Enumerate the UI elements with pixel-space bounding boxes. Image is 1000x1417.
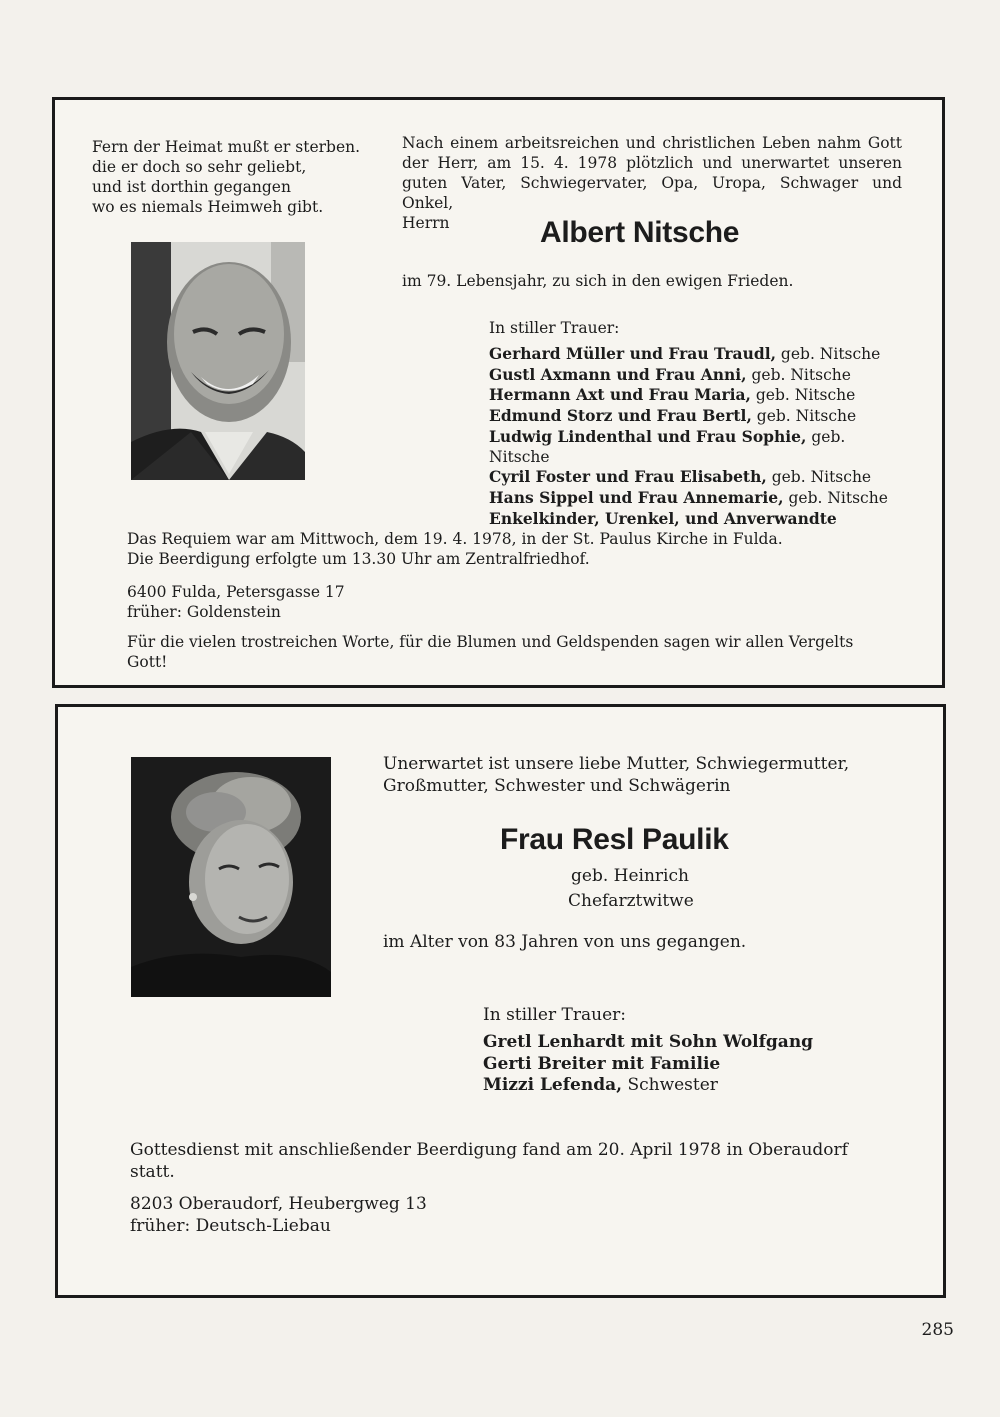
intro-line: Großmutter, Schwester und Schwägerin (383, 776, 731, 796)
service-info (130, 1139, 910, 1183)
intro-text (383, 753, 903, 797)
mourner-entry: Enkelkinder, Urenkel, und Anverwandte (489, 508, 837, 528)
intro-line: Unerwartet ist unsere liebe Mutter, Schwiegermutter, (383, 754, 850, 774)
address-line: früher: Deutsch-Liebau (130, 1216, 331, 1236)
poem-line: die er doch so sehr geliebt, (92, 158, 307, 176)
mourner-entry: Cyril Foster und Frau Elisabeth, geb. Nitsche (489, 467, 872, 487)
mourner-entry: Gretl Lenhardt mit Sohn Wolfgang (483, 1032, 814, 1052)
mourners-list (483, 1032, 903, 1097)
thanks-text (127, 632, 887, 672)
obituary-albert-nitsche (52, 97, 945, 688)
mourner-entry: Gerti Breiter mit Familie (483, 1053, 721, 1074)
mourner-entry: Edmund Storz und Frau Bertl, geb. Nitsche (489, 406, 857, 426)
address-line: früher: Goldenstein (127, 603, 281, 621)
portrait-photo (131, 757, 331, 997)
mourning-heading: In stiller Trauer: (483, 1005, 626, 1025)
intro-line: Onkel, (402, 194, 454, 212)
deceased-title: Chefarztwitwe (568, 891, 694, 911)
thanks-line: Gott! (127, 653, 168, 671)
mourning-heading: In stiller Trauer: (489, 319, 620, 337)
service-line: Das Requiem war am Mittwoch, dem 19. 4. 1978, in der St. Paulus Kirche in Fulda. (127, 530, 783, 548)
mourner-entry: Hermann Axt und Frau Maria, geb. Nitsche (489, 385, 856, 405)
mourner-entry: Ludwig Lindenthal und Frau Sophie, geb. Nitsche (489, 426, 846, 466)
service-line: Die Beerdigung erfolgte um 13.30 Uhr am Zentralfriedhof. (127, 550, 590, 568)
maiden-name: geb. Heinrich (571, 866, 689, 886)
service-line: Gottesdienst mit anschließender Beerdigung fand am 20. April 1978 in Oberaudorf (130, 1140, 848, 1160)
service-info (127, 529, 783, 569)
thanks-line: Für die vielen trostreichen Worte, für die Blumen und Geldspenden sagen wir allen Vergelts (127, 633, 854, 651)
portrait-woman-image (131, 757, 331, 997)
portrait-photo (131, 242, 305, 480)
deceased-name: Frau Resl Paulik (500, 823, 729, 856)
address-block (127, 582, 345, 622)
mourner-entry: Mizzi Lefenda, Schwester (483, 1075, 718, 1095)
mourner-entry: Gustl Axmann und Frau Anni, geb. Nitsche (489, 364, 851, 384)
address-line: 8203 Oberaudorf, Heubergweg 13 (130, 1194, 427, 1214)
service-line: statt. (130, 1162, 175, 1182)
address-block (130, 1193, 427, 1237)
poem-line: Fern der Heimat mußt er sterben. (92, 138, 361, 156)
poem-line: wo es niemals Heimweh gibt. (92, 198, 324, 216)
age-line: im Alter von 83 Jahren von uns gegangen. (383, 932, 747, 952)
memorial-poem (92, 137, 382, 217)
page-number: 285 (921, 1320, 954, 1340)
poem-line: und ist dorthin gegangen (92, 178, 291, 196)
mourner-entry: Hans Sippel und Frau Annemarie, geb. Nitsche (489, 487, 888, 507)
intro-line: guten Vater, Schwiegervater, Opa, Uropa, Schwager und (402, 174, 902, 192)
portrait-man-image (131, 242, 305, 480)
address-line: 6400 Fulda, Petersgasse 17 (127, 583, 345, 601)
age-line: im 79. Lebensjahr, zu sich in den ewigen Frieden. (402, 272, 794, 290)
mourner-entry: Gerhard Müller und Frau Traudl, geb. Nitsche (489, 344, 881, 363)
deceased-name: Albert Nitsche (540, 216, 740, 249)
intro-line: Herrn (402, 214, 450, 232)
obituary-resl-paulik (55, 704, 946, 1298)
intro-line: der Herr, am 15. 4. 1978 plötzlich und unerwartet unseren (402, 154, 902, 172)
mourners-list (489, 344, 909, 529)
intro-line: Nach einem arbeitsreichen und christlichen Leben nahm Gott (402, 134, 902, 152)
